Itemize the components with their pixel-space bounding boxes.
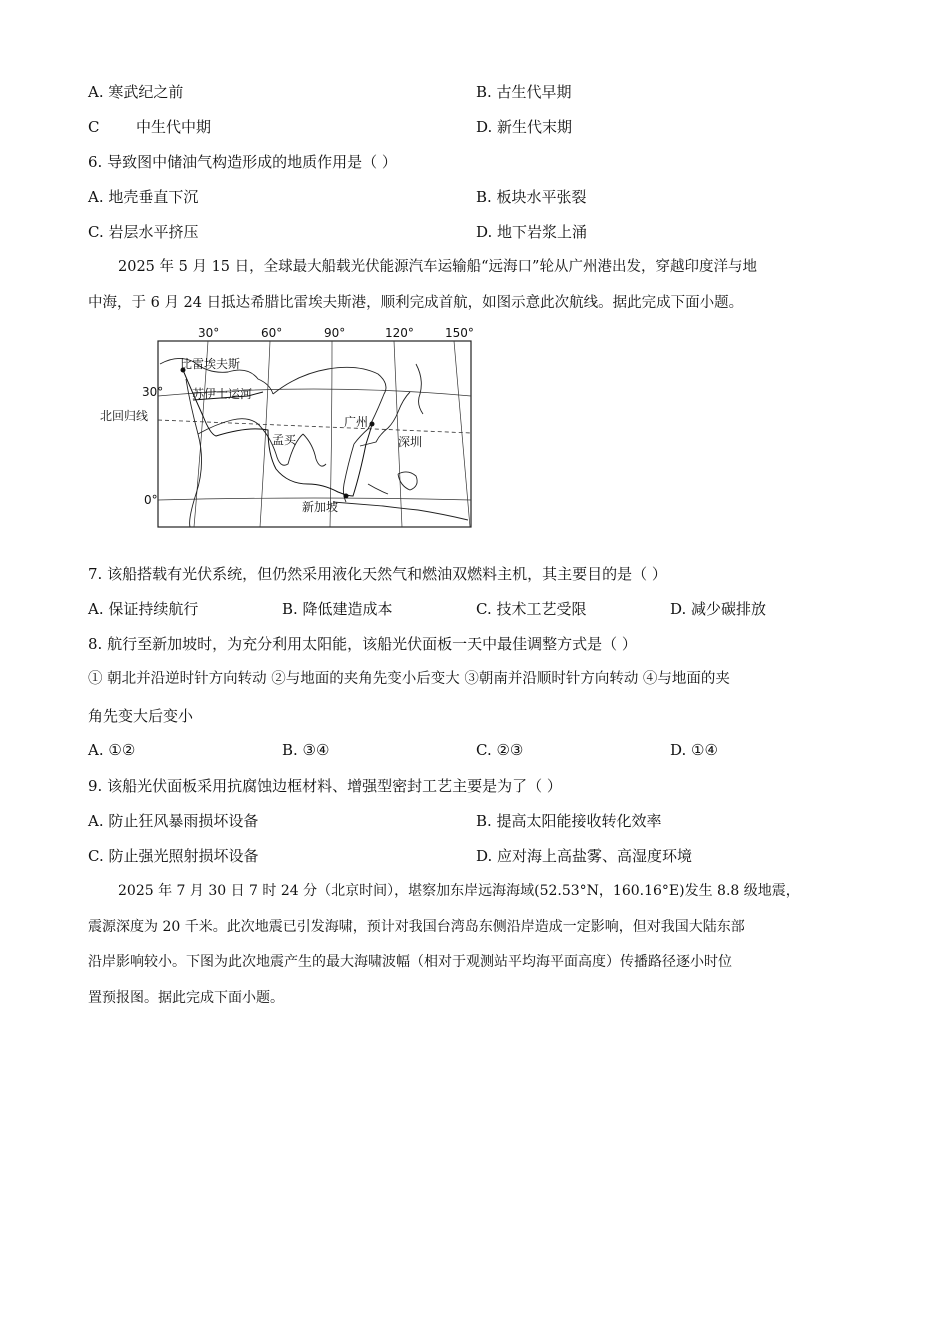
passage-earthquake-line1: 2025 年 7 月 30 日 7 时 24 分（北京时间），堪察加东岸远海海域(52.53°N，160.16°E)发生 8.8 级地震， xyxy=(118,883,800,899)
q7-option-a: A. 保证持续航行 xyxy=(88,600,199,618)
lon-label-30: 30° xyxy=(198,326,220,340)
passage-shipping-line1: 2025 年 5 月 15 日，全球最大船载光伏能源汽车运输船“远海口”轮从广州港出发，穿越印度洋与地 xyxy=(118,259,757,275)
label-suez: 苏伊士运河 xyxy=(192,387,253,401)
label-lat0: 0° xyxy=(144,493,158,507)
q7-option-c: C. 技术工艺受限 xyxy=(476,600,587,618)
q6-option-a: A. 地壳垂直下沉 xyxy=(88,188,199,206)
q6-option-b: B. 板块水平张裂 xyxy=(476,188,587,206)
route-map xyxy=(98,324,478,532)
passage-earthquake-line4: 置预报图。据此完成下面小题。 xyxy=(88,989,284,1006)
lon-label-150: 150° xyxy=(445,326,474,340)
q6-option-c: C. 岩层水平挤压 xyxy=(88,223,199,241)
q9-option-b: B. 提高太阳能接收转化效率 xyxy=(476,812,662,830)
q7-stem: 7. 该船搭载有光伏系统，但仍然采用液化天然气和燃油双燃料主机，其主要目的是（ ） xyxy=(88,565,667,583)
q9-stem: 9. 该船光伏面板采用抗腐蚀边框材料、增强型密封工艺主要是为了（ ） xyxy=(88,777,562,795)
singapore-point xyxy=(344,494,349,499)
label-shenzhen: 深圳 xyxy=(398,435,423,449)
label-piraeus: 比雷埃夫斯 xyxy=(180,357,241,371)
lon-label-60: 60° xyxy=(261,326,283,340)
lon-label-120: 120° xyxy=(385,326,414,340)
passage-shipping-line2: 中海，于 6 月 24 日抵达希腊比雷埃夫斯港，顺利完成首航，如图示意此次航线。据此完成下面小题。 xyxy=(88,294,744,311)
label-mumbai: 孟买 xyxy=(272,433,297,447)
q8-choices-line2: 角先变大后变小 xyxy=(88,707,194,725)
passage-shipping xyxy=(88,250,864,321)
q5-option-b: B. 古生代早期 xyxy=(476,83,572,101)
q8-stem: 8. 航行至新加坡时，为充分利用太阳能，该船光伏面板一天中最佳调整方式是（ ） xyxy=(88,635,637,653)
q9-option-d: D. 应对海上高盐雾、高湿度环境 xyxy=(476,847,693,865)
q8-option-d: D. ①④ xyxy=(670,741,718,759)
q6-option-d: D. 地下岩浆上涌 xyxy=(476,223,588,241)
q6-stem: 6. 导致图中储油气构造形成的地质作用是（ ） xyxy=(88,153,397,171)
q9-option-a: A. 防止狂风暴雨损坏设备 xyxy=(88,812,259,830)
q5-option-d: D. 新生代末期 xyxy=(476,118,573,136)
map-lon-labels xyxy=(198,326,474,340)
q5-option-c-letter: C xyxy=(88,118,100,136)
q8-choices-line1: ① 朝北并沿逆时针方向转动 ②与地面的夹角先变小后变大 ③朝南并沿顺时针方向转动 ④与地面的夹 xyxy=(88,671,730,687)
passage-earthquake-line2: 震源深度为 20 千米。此次地震已引发海啸，预计对我国台湾岛东侧沿岸造成一定影响，但对我国大陆东部 xyxy=(88,918,745,935)
label-tropic: 北回归线 xyxy=(100,409,149,423)
q5-option-c-text: 中生代中期 xyxy=(136,118,212,136)
q9-option-c: C. 防止强光照射损坏设备 xyxy=(88,847,259,865)
q8-option-c: C. ②③ xyxy=(476,741,524,759)
q8-option-b: B. ③④ xyxy=(282,741,330,759)
label-guangzhou: 广州 xyxy=(344,415,369,429)
q5-option-a: A. 寒武纪之前 xyxy=(88,83,184,101)
guangzhou-point xyxy=(370,422,375,427)
passage-earthquake-line3: 沿岸影响较小。下图为此次地震产生的最大海啸波幅（相对于观测站平均海平面高度）传播路径逐小时位 xyxy=(88,954,732,970)
q7-option-b: B. 降低建造成本 xyxy=(282,600,393,618)
label-singapore: 新加坡 xyxy=(302,500,339,514)
passage-earthquake xyxy=(88,874,864,1016)
q8-option-a: A. ①② xyxy=(88,741,136,759)
lon-label-90: 90° xyxy=(324,326,346,340)
q7-option-d: D. 减少碳排放 xyxy=(670,600,767,618)
label-lat30: 30° xyxy=(142,385,164,399)
